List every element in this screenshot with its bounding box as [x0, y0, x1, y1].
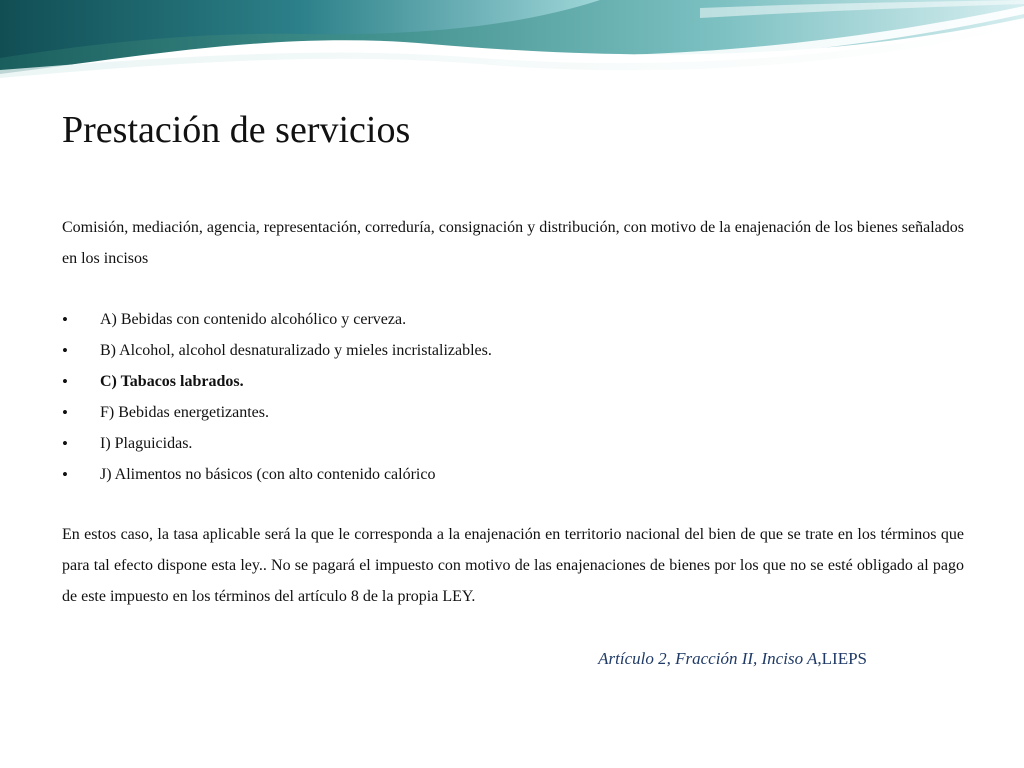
list-item-text: I) Plaguicidas.: [100, 435, 193, 452]
legal-citation: [598, 643, 867, 674]
bullet-icon: •: [62, 341, 68, 360]
list-item-text: A) Bebidas con contenido alcohólico y cerveza.: [100, 311, 407, 328]
list-item-text: J) Alimentos no básicos (con alto contenido calórico: [100, 466, 436, 483]
bullet-icon: •: [62, 434, 68, 453]
list-item: [62, 397, 492, 428]
list-item: [62, 335, 492, 366]
list-item: [62, 459, 492, 490]
slide-title: Prestación de servicios: [62, 109, 411, 151]
intro-paragraph: Comisión, mediación, agencia, representación, correduría, consignación y distribución, con motivo de la enajenación de los bienes señalados en los incisos: [62, 219, 964, 267]
header-wave-decoration: [0, 0, 1024, 80]
list-item-text: C) Tabacos labrados.: [100, 373, 244, 390]
list-item: [62, 428, 492, 459]
bullet-list: [62, 304, 492, 490]
citation-article: Artículo 2, Fracción II, Inciso A: [598, 649, 818, 668]
bullet-icon: •: [62, 372, 68, 391]
bullet-icon: •: [62, 403, 68, 422]
list-item-text: F) Bebidas energetizantes.: [100, 404, 269, 421]
list-item: [62, 304, 492, 335]
closing-paragraph: En estos caso, la tasa aplicable será la que le corresponda a la enajenación en territorio nacional del bien de que se trate en los términos que para tal efecto dispone esta ley.. No se pagará el impuesto con motivo de las enajenaciones de bienes por los que no se esté obligado al pago de este impuesto en los términos del artículo 8 de la propia LEY.: [62, 526, 964, 605]
citation-law: ,LIEPS: [817, 649, 867, 668]
bullet-icon: •: [62, 310, 68, 329]
list-item-text: B) Alcohol, alcohol desnaturalizado y mieles incristalizables.: [100, 342, 492, 359]
bullet-icon: •: [62, 465, 68, 484]
list-item: [62, 366, 492, 397]
